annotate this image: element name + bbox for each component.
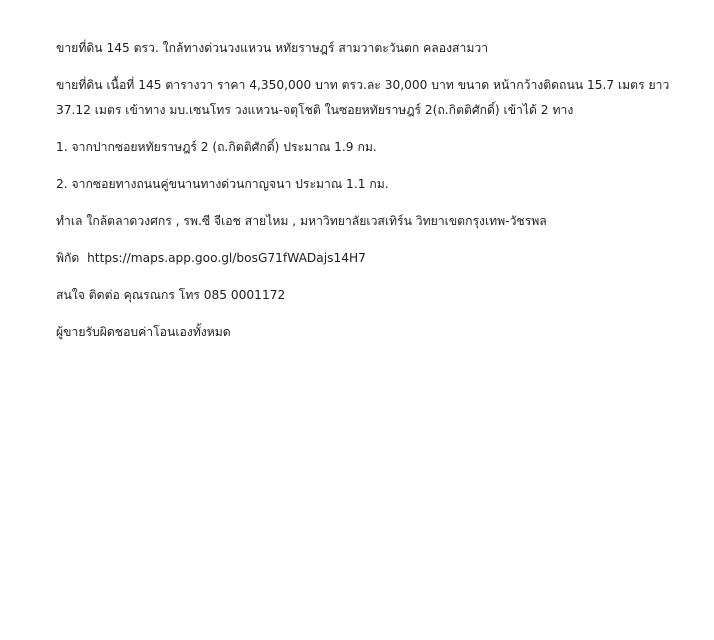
route-one: 1. จากปากซอยหทัยราษฎร์ 2 (ถ.กิตติศักดิ์) ประมาณ 1.9 กม. [56,140,377,154]
map-link[interactable]: https://maps.app.goo.gl/bosG71fWADajs14H7 [87,251,366,265]
listing-document [56,36,708,357]
coordinates-label: พิกัด [56,251,80,265]
contact-line: สนใจ ติดต่อ คุณรณกร โทร 085 0001172 [56,288,286,302]
coordinates-line [56,246,708,271]
listing-title: ขายที่ดิน 145 ตรว. ใกล้ทางด่วนวงแหวน หทัยราษฎร์ สามวาตะวันตก คลองสามวา [56,41,489,55]
listing-description: ขายที่ดิน เนื้อที่ 145 ตารางวา ราคา 4,350,000 บาท ตรว.ละ 30,000 บาท ขนาด หน้ากว้างติดถนน 15.7 เมตร ยาว 37.12 เมตร เข้าทาง มบ.เซนโทร วงแหวน-จตุโชติ ในซอยหทัยราษฎร์ 2(ถ.กิตติศักดิ์) เข้าได้ 2 ทาง [56,78,670,117]
transfer-note: ผู้ขายรับผิดชอบค่าโอนเองทั้งหมด [56,325,231,339]
location-line: ทำเล ใกล้ตลาดวงศกร , รพ.ซี จีเอช สายไหม , มหาวิทยาลัยเวสเทิร์น วิทยาเขตกรุงเทพ-วัชรพล [56,214,547,228]
route-two: 2. จากซอยทางถนนคู่ขนานทางด่วนกาญจนา ประมาณ 1.1 กม. [56,177,389,191]
